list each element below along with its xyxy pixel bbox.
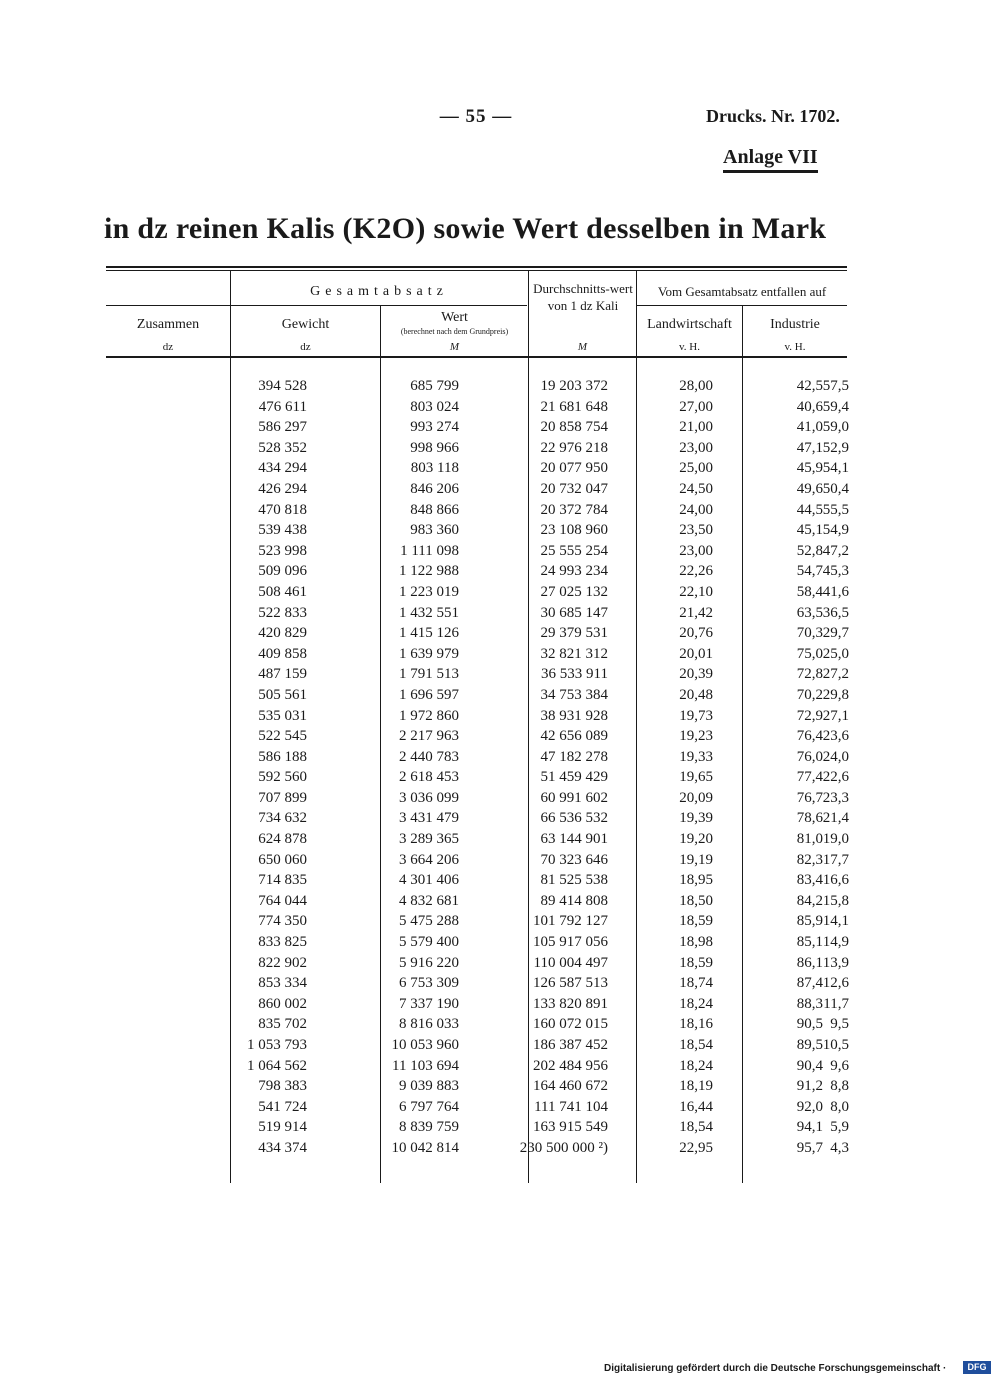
cell-industrie: 8,0 xyxy=(830,1098,849,1115)
header-zusammen: Zusammen xyxy=(136,317,200,332)
table-row xyxy=(106,664,847,685)
cell-durchschnitt: 18,59 xyxy=(679,913,713,930)
cell-durchschnitt: 19,20 xyxy=(679,831,713,848)
header-gewicht: Gewicht xyxy=(281,317,330,332)
cell-industrie: 59,4 xyxy=(822,398,849,415)
cell-gewicht: 8 839 759 xyxy=(399,1119,459,1136)
cell-landwirtschaft: 45,9 xyxy=(796,460,823,477)
header-wert-unit: M xyxy=(449,341,460,353)
cell-wert: 105 917 056 xyxy=(533,934,608,951)
cell-wert: 47 182 278 xyxy=(540,748,608,765)
cell-gewicht: 6 797 764 xyxy=(399,1098,459,1115)
cell-wert: 133 820 891 xyxy=(533,995,608,1012)
cell-gewicht: 3 036 099 xyxy=(399,789,459,806)
table-row xyxy=(106,438,847,459)
cell-durchschnitt: 19,33 xyxy=(679,748,713,765)
cell-zusammen: 860 002 xyxy=(258,995,307,1012)
cell-gewicht: 2 217 963 xyxy=(399,728,459,745)
cell-zusammen: 707 899 xyxy=(258,789,307,806)
header-vom-gesamtabsatz: Vom Gesamtabsatz entfallen auf xyxy=(657,284,827,299)
cell-durchschnitt: 18,50 xyxy=(679,892,713,909)
table-row xyxy=(106,829,847,850)
cell-wert: 30 685 147 xyxy=(540,604,608,621)
cell-durchschnitt: 18,59 xyxy=(679,954,713,971)
cell-wert: 111 741 104 xyxy=(534,1098,608,1115)
cell-landwirtschaft: 92,0 xyxy=(796,1098,823,1115)
cell-gewicht: 3 289 365 xyxy=(399,831,459,848)
table-row xyxy=(106,582,847,603)
cell-gewicht: 3 664 206 xyxy=(399,851,459,868)
cell-zusammen: 833 825 xyxy=(258,934,307,951)
cell-durchschnitt: 18,16 xyxy=(679,1016,713,1033)
cell-wert: 110 004 497 xyxy=(533,954,608,971)
cell-zusammen: 734 632 xyxy=(258,810,307,827)
cell-industrie: 27,1 xyxy=(822,707,849,724)
cell-wert: 23 108 960 xyxy=(540,522,608,539)
cell-industrie: 54,9 xyxy=(822,522,849,539)
table-row xyxy=(106,911,847,932)
cell-zusammen: 624 878 xyxy=(258,831,307,848)
table-row xyxy=(106,500,847,521)
cell-zusammen: 774 350 xyxy=(258,913,307,930)
cell-gewicht: 846 206 xyxy=(410,480,459,497)
cell-zusammen: 508 461 xyxy=(258,583,307,600)
cell-zusammen: 714 835 xyxy=(258,872,307,889)
cell-landwirtschaft: 76,0 xyxy=(796,748,823,765)
header-durchschnitt-unit: M xyxy=(577,341,588,353)
page-title: in dz reinen Kalis (K2O) sowie Wert desselben in Mark xyxy=(104,212,827,245)
cell-durchschnitt: 28,00 xyxy=(679,378,713,394)
cell-zusammen: 522 833 xyxy=(258,604,307,621)
cell-landwirtschaft: 72,8 xyxy=(796,666,823,683)
cell-wert: 60 991 602 xyxy=(540,789,608,806)
cell-landwirtschaft: 41,0 xyxy=(796,419,823,436)
cell-gewicht: 685 799 xyxy=(410,378,459,394)
cell-landwirtschaft: 83,4 xyxy=(796,872,823,889)
cell-wert: 51 459 429 xyxy=(540,769,608,786)
cell-wert: 101 792 127 xyxy=(533,913,608,930)
cell-gewicht: 1 223 019 xyxy=(399,583,459,600)
cell-landwirtschaft: 49,6 xyxy=(796,480,823,497)
cell-gewicht: 4 301 406 xyxy=(399,872,459,889)
cell-wert: 81 525 538 xyxy=(540,872,608,889)
header-gewicht-unit: dz xyxy=(300,341,311,353)
cell-industrie: 57,5 xyxy=(822,378,849,394)
cell-landwirtschaft: 42,5 xyxy=(796,378,823,394)
cell-industrie: 23,6 xyxy=(822,728,849,745)
cell-gewicht: 8 816 033 xyxy=(399,1016,459,1033)
cell-zusammen: 409 858 xyxy=(258,645,307,662)
table-body xyxy=(106,376,847,1159)
cell-landwirtschaft: 75,0 xyxy=(796,645,823,662)
cell-industrie: 50,4 xyxy=(822,480,849,497)
cell-zusammen: 650 060 xyxy=(258,851,307,868)
cell-wert: 19 203 372 xyxy=(540,378,608,394)
cell-landwirtschaft: 54,7 xyxy=(796,563,823,580)
cell-landwirtschaft: 85,9 xyxy=(796,913,823,930)
cell-industrie: 23,3 xyxy=(822,789,849,806)
cell-landwirtschaft: 40,6 xyxy=(796,398,823,415)
cell-zusammen: 764 044 xyxy=(258,892,307,909)
cell-gewicht: 1 639 979 xyxy=(399,645,459,662)
table-row xyxy=(106,561,847,582)
cell-landwirtschaft: 47,1 xyxy=(796,439,823,456)
cell-gewicht: 11 103 694 xyxy=(392,1057,459,1074)
table-row xyxy=(106,1117,847,1138)
footer-credit: Digitalisierung gefördert durch die Deutsche Forschungsgemeinschaft · xyxy=(604,1363,947,1374)
cell-wert: 70 323 646 xyxy=(540,851,608,868)
cell-durchschnitt: 18,95 xyxy=(679,872,713,889)
table-top-rule-thin xyxy=(106,270,847,271)
cell-zusammen: 798 383 xyxy=(258,1078,307,1095)
cell-gewicht: 3 431 479 xyxy=(399,810,459,827)
header-landwirtschaft-unit: v. H. xyxy=(679,341,700,353)
cell-zusammen: 528 352 xyxy=(258,439,307,456)
cell-industrie: 17,7 xyxy=(822,851,849,868)
cell-landwirtschaft: 70,3 xyxy=(796,625,823,642)
cell-industrie: 21,4 xyxy=(822,810,849,827)
cell-durchschnitt: 25,00 xyxy=(679,460,713,477)
cell-durchschnitt: 19,23 xyxy=(679,728,713,745)
cell-zusammen: 586 297 xyxy=(258,419,307,436)
cell-durchschnitt: 22,10 xyxy=(679,583,713,600)
cell-industrie: 36,5 xyxy=(822,604,849,621)
cell-wert: 20 858 754 xyxy=(540,419,608,436)
cell-wert: 186 387 452 xyxy=(533,1037,608,1053)
table-row xyxy=(106,726,847,747)
cell-industrie: 27,2 xyxy=(822,666,849,683)
table-header-bottom-rule xyxy=(106,356,847,358)
table-row xyxy=(106,520,847,541)
cell-zusammen: 487 159 xyxy=(258,666,307,683)
cell-industrie: 15,8 xyxy=(822,892,849,909)
cell-durchschnitt: 23,50 xyxy=(679,522,713,539)
cell-industrie: 16,6 xyxy=(822,872,849,889)
cell-gewicht: 1 791 513 xyxy=(399,666,459,683)
cell-durchschnitt: 18,54 xyxy=(679,1037,713,1053)
header-wert-note: (berechnet nach dem Grundpreis) xyxy=(400,327,509,336)
table-row xyxy=(106,1056,847,1077)
cell-gewicht: 4 832 681 xyxy=(399,892,459,909)
cell-durchschnitt: 19,39 xyxy=(679,810,713,827)
header-industrie-unit: v. H. xyxy=(784,341,806,353)
cell-durchschnitt: 20,39 xyxy=(679,666,713,683)
cell-landwirtschaft: 76,7 xyxy=(796,789,823,806)
cell-landwirtschaft: 91,2 xyxy=(796,1078,823,1095)
cell-zusammen: 586 188 xyxy=(258,748,307,765)
cell-gewicht: 1 122 988 xyxy=(399,563,459,580)
cell-zusammen: 592 560 xyxy=(258,769,307,786)
header-industrie: Industrie xyxy=(770,317,820,332)
annex-label: Anlage VII xyxy=(723,146,818,173)
document-reference: Drucks. Nr. 1702. xyxy=(706,106,840,126)
table-top-rule xyxy=(106,266,847,268)
cell-landwirtschaft: 85,1 xyxy=(796,934,823,951)
cell-landwirtschaft: 77,4 xyxy=(796,769,823,786)
cell-durchschnitt: 23,00 xyxy=(679,542,713,559)
cell-landwirtschaft: 88,3 xyxy=(796,995,823,1012)
table-row xyxy=(106,376,847,397)
cell-landwirtschaft: 72,9 xyxy=(796,707,823,724)
header-landwirtschaft: Landwirtschaft xyxy=(647,317,732,332)
header-gesamtabsatz: Gesamtabsatz xyxy=(310,284,448,299)
cell-durchschnitt: 22,26 xyxy=(679,563,713,580)
cell-industrie: 12,6 xyxy=(822,975,849,992)
cell-durchschnitt: 23,00 xyxy=(679,439,713,456)
cell-gewicht: 1 415 126 xyxy=(399,625,459,642)
cell-durchschnitt: 24,50 xyxy=(679,480,713,497)
cell-durchschnitt: 20,09 xyxy=(679,789,713,806)
cell-industrie: 14,9 xyxy=(822,934,849,951)
cell-wert: 63 144 901 xyxy=(540,831,608,848)
cell-industrie: 52,9 xyxy=(822,439,849,456)
table-row xyxy=(106,953,847,974)
cell-wert: 163 915 549 xyxy=(533,1119,608,1136)
cell-zusammen: 541 724 xyxy=(258,1098,307,1115)
table-row xyxy=(106,788,847,809)
cell-landwirtschaft: 89,5 xyxy=(796,1037,823,1053)
cell-wert: 27 025 132 xyxy=(540,583,608,600)
cell-landwirtschaft: 90,5 xyxy=(796,1016,823,1033)
cell-gewicht: 1 432 551 xyxy=(399,604,459,621)
table-row xyxy=(106,850,847,871)
table-row xyxy=(106,1076,847,1097)
table-row xyxy=(106,1014,847,1035)
cell-zusammen: 539 438 xyxy=(258,522,307,539)
cell-wert: 20 732 047 xyxy=(540,480,608,497)
cell-durchschnitt: 19,65 xyxy=(679,769,713,786)
header-wert: Wert xyxy=(441,310,468,325)
cell-wert: 22 976 218 xyxy=(540,439,608,456)
cell-durchschnitt: 18,74 xyxy=(679,975,713,992)
cell-wert: 230 500 000 ²) xyxy=(519,1139,608,1156)
cell-durchschnitt: 21,42 xyxy=(679,604,713,621)
dfg-logo: DFG xyxy=(963,1361,991,1374)
cell-industrie: 45,3 xyxy=(822,563,849,580)
cell-gewicht: 803 024 xyxy=(410,398,459,415)
cell-gewicht: 5 475 288 xyxy=(399,913,459,930)
cell-gewicht: 5 916 220 xyxy=(399,954,459,971)
cell-gewicht: 983 360 xyxy=(410,522,459,539)
cell-industrie: 4,3 xyxy=(830,1139,849,1156)
cell-industrie: 24,0 xyxy=(822,748,849,765)
table-row xyxy=(106,1097,847,1118)
cell-durchschnitt: 22,95 xyxy=(679,1139,713,1156)
table-row xyxy=(106,891,847,912)
cell-industrie: 22,6 xyxy=(822,769,849,786)
cell-wert: 42 656 089 xyxy=(540,728,608,745)
cell-landwirtschaft: 63,5 xyxy=(796,604,823,621)
table-row xyxy=(106,541,847,562)
table-row xyxy=(106,767,847,788)
cell-zusammen: 853 334 xyxy=(258,975,307,992)
cell-wert: 164 460 672 xyxy=(533,1078,608,1095)
page-number: — 55 — xyxy=(439,106,513,127)
cell-wert: 38 931 928 xyxy=(540,707,608,724)
cell-landwirtschaft: 94,1 xyxy=(796,1119,823,1136)
cell-gewicht: 6 753 309 xyxy=(399,975,459,992)
cell-wert: 160 072 015 xyxy=(533,1016,608,1033)
cell-landwirtschaft: 70,2 xyxy=(796,686,823,703)
cell-durchschnitt: 24,00 xyxy=(679,501,713,518)
cell-gewicht: 5 579 400 xyxy=(399,934,459,951)
cell-gewicht: 803 118 xyxy=(410,460,459,477)
table-row xyxy=(106,644,847,665)
table-row xyxy=(106,808,847,829)
cell-durchschnitt: 21,00 xyxy=(679,419,713,436)
cell-industrie: 55,5 xyxy=(822,501,849,518)
cell-durchschnitt: 27,00 xyxy=(679,398,713,415)
table-row xyxy=(106,870,847,891)
cell-wert: 24 993 234 xyxy=(540,563,608,580)
cell-industrie: 5,9 xyxy=(830,1119,849,1136)
cell-durchschnitt: 18,54 xyxy=(679,1119,713,1136)
cell-landwirtschaft: 81,0 xyxy=(796,831,823,848)
cell-wert: 36 533 911 xyxy=(541,666,608,683)
cell-wert: 20 077 950 xyxy=(540,460,608,477)
table-row xyxy=(106,706,847,727)
cell-gewicht: 993 274 xyxy=(410,419,459,436)
cell-zusammen: 505 561 xyxy=(258,686,307,703)
cell-gewicht: 10 053 960 xyxy=(391,1037,459,1053)
cell-landwirtschaft: 87,4 xyxy=(796,975,823,992)
cell-gewicht: 848 866 xyxy=(410,501,459,518)
cell-industrie: 41,6 xyxy=(822,583,849,600)
cell-durchschnitt: 18,24 xyxy=(679,1057,713,1074)
cell-zusammen: 470 818 xyxy=(258,501,307,518)
cell-zusammen: 1 064 562 xyxy=(247,1057,307,1074)
cell-landwirtschaft: 45,1 xyxy=(796,522,823,539)
cell-landwirtschaft: 95,7 xyxy=(796,1139,823,1156)
cell-gewicht: 1 111 098 xyxy=(400,542,459,559)
table-row xyxy=(106,623,847,644)
cell-wert: 89 414 808 xyxy=(540,892,608,909)
cell-zusammen: 420 829 xyxy=(258,625,307,642)
cell-zusammen: 519 914 xyxy=(258,1119,307,1136)
cell-industrie: 19,0 xyxy=(822,831,849,848)
cell-industrie: 25,0 xyxy=(822,645,849,662)
table-row xyxy=(106,603,847,624)
table-row xyxy=(106,479,847,500)
cell-gewicht: 1 972 860 xyxy=(399,707,459,724)
cell-durchschnitt: 20,01 xyxy=(679,645,713,662)
table-row xyxy=(106,1138,847,1159)
cell-zusammen: 476 611 xyxy=(258,398,307,415)
cell-industrie: 8,8 xyxy=(830,1078,849,1095)
cell-durchschnitt: 18,19 xyxy=(679,1078,713,1095)
cell-landwirtschaft: 82,3 xyxy=(796,851,823,868)
cell-industrie: 54,1 xyxy=(822,460,849,477)
cell-zusammen: 522 545 xyxy=(258,728,307,745)
gesamtabsatz-underline xyxy=(231,305,527,306)
cell-landwirtschaft: 44,5 xyxy=(796,501,823,518)
cell-zusammen: 426 294 xyxy=(258,480,307,497)
cell-durchschnitt: 19,73 xyxy=(679,707,713,724)
cell-zusammen: 835 702 xyxy=(258,1016,307,1033)
cell-industrie: 47,2 xyxy=(822,542,849,559)
cell-wert: 34 753 384 xyxy=(540,686,608,703)
cell-gewicht: 1 696 597 xyxy=(399,686,459,703)
cell-wert: 29 379 531 xyxy=(540,625,608,642)
cell-landwirtschaft: 90,4 xyxy=(796,1057,823,1074)
header-zusammen-unit: dz xyxy=(162,341,174,353)
table-row xyxy=(106,397,847,418)
cell-industrie: 13,9 xyxy=(822,954,849,971)
cell-industrie: 14,1 xyxy=(822,913,849,930)
cell-gewicht: 10 042 814 xyxy=(391,1139,459,1156)
cell-zusammen: 523 998 xyxy=(258,542,307,559)
header-durchschnittswert: Durchschnitts-wert von 1 dz Kali xyxy=(533,281,633,313)
cell-wert: 20 372 784 xyxy=(540,501,608,518)
cell-durchschnitt: 20,48 xyxy=(679,686,713,703)
cell-gewicht: 2 618 453 xyxy=(399,769,459,786)
cell-zusammen: 1 053 793 xyxy=(247,1037,307,1053)
cell-landwirtschaft: 78,6 xyxy=(796,810,823,827)
cell-durchschnitt: 20,76 xyxy=(679,625,713,642)
cell-zusammen: 394 528 xyxy=(258,378,307,394)
cell-wert: 202 484 956 xyxy=(533,1057,608,1074)
cell-industrie: 59,0 xyxy=(822,419,849,436)
cell-industrie: 11,7 xyxy=(823,995,849,1012)
table-row xyxy=(106,932,847,953)
cell-landwirtschaft: 76,4 xyxy=(796,728,823,745)
cell-wert: 21 681 648 xyxy=(540,398,608,415)
cell-zusammen: 822 902 xyxy=(258,954,307,971)
zusammen-upper-rule xyxy=(106,305,231,306)
cell-industrie: 9,5 xyxy=(830,1016,849,1033)
table-row xyxy=(106,1035,847,1056)
table-row xyxy=(106,747,847,768)
cell-zusammen: 509 096 xyxy=(258,563,307,580)
cell-zusammen: 434 374 xyxy=(258,1139,307,1156)
cell-industrie: 29,7 xyxy=(822,625,849,642)
cell-gewicht: 9 039 883 xyxy=(399,1078,459,1095)
cell-landwirtschaft: 58,4 xyxy=(796,583,823,600)
cell-durchschnitt: 16,44 xyxy=(679,1098,713,1115)
cell-industrie: 29,8 xyxy=(822,686,849,703)
table-row xyxy=(106,994,847,1015)
cell-durchschnitt: 18,24 xyxy=(679,995,713,1012)
table-row xyxy=(106,417,847,438)
cell-industrie: 9,6 xyxy=(830,1057,849,1074)
cell-gewicht: 2 440 783 xyxy=(399,748,459,765)
cell-wert: 126 587 513 xyxy=(533,975,608,992)
cell-durchschnitt: 18,98 xyxy=(679,934,713,951)
cell-landwirtschaft: 84,2 xyxy=(796,892,823,909)
cell-wert: 66 536 532 xyxy=(540,810,608,827)
cell-durchschnitt: 19,19 xyxy=(679,851,713,868)
cell-wert: 25 555 254 xyxy=(540,542,608,559)
cell-landwirtschaft: 52,8 xyxy=(796,542,823,559)
table-row xyxy=(106,458,847,479)
cell-gewicht: 998 966 xyxy=(410,439,459,456)
cell-industrie: 10,5 xyxy=(822,1037,849,1053)
table-row xyxy=(106,685,847,706)
cell-wert: 32 821 312 xyxy=(540,645,608,662)
cell-zusammen: 535 031 xyxy=(258,707,307,724)
table-row xyxy=(106,973,847,994)
cell-zusammen: 434 294 xyxy=(258,460,307,477)
cell-landwirtschaft: 86,1 xyxy=(796,954,823,971)
cell-gewicht: 7 337 190 xyxy=(399,995,459,1012)
